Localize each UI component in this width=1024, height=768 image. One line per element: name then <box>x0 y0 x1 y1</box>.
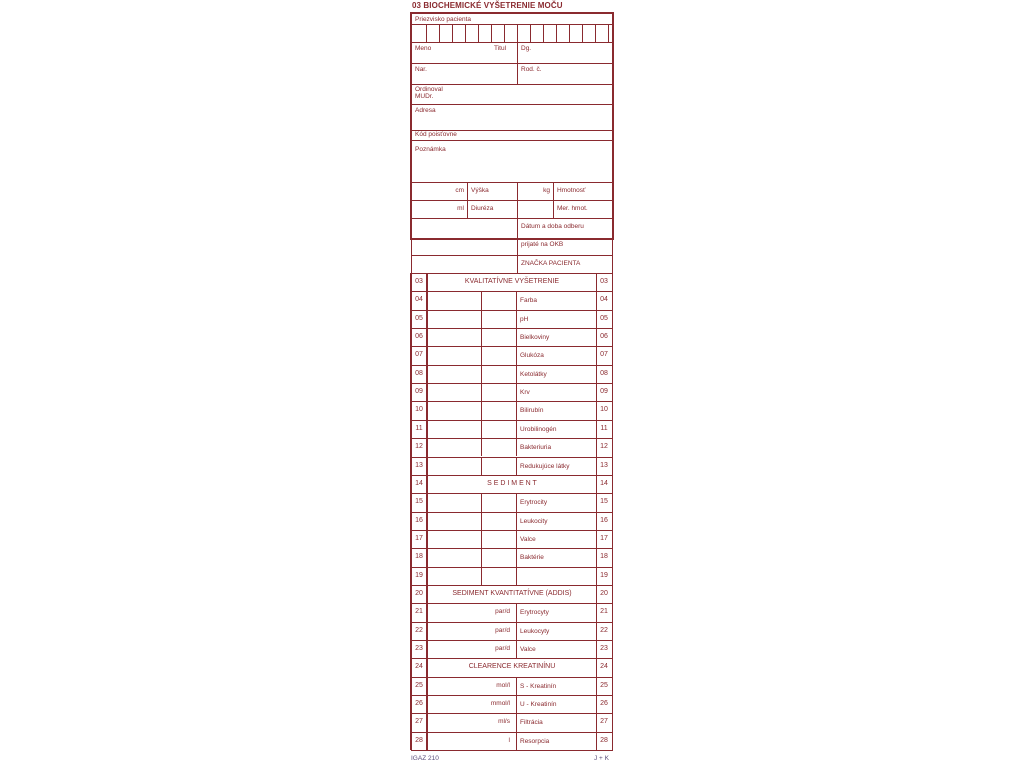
cell-divider <box>516 677 517 695</box>
row-label: Resorpcia <box>520 737 550 745</box>
row-label: Bakteriuria <box>520 444 552 452</box>
row-unit: l <box>508 736 510 744</box>
name-letter-box <box>465 24 466 42</box>
row-number-right: 18 <box>600 553 608 561</box>
row-label: Erytrocyty <box>520 609 549 617</box>
table-row-line <box>411 291 613 292</box>
row-label: Valce <box>520 646 536 653</box>
cell-divider <box>481 493 482 511</box>
cell-divider <box>481 567 482 585</box>
cell-divider <box>516 732 517 750</box>
table-row-line <box>411 695 613 696</box>
name-letter-box <box>569 24 570 42</box>
table-row-line <box>411 310 613 311</box>
label-meno: Meno <box>415 45 432 52</box>
cell-divider <box>481 346 482 364</box>
row-number-right: 28 <box>600 736 608 744</box>
row-number-right: 24 <box>600 663 608 671</box>
row-number-right: 12 <box>600 443 608 451</box>
row-label: Ketolátky <box>520 370 547 378</box>
cell-divider <box>516 530 517 548</box>
row-number-right: 20 <box>600 589 608 597</box>
row-number-right: 21 <box>600 608 608 616</box>
table-row-line <box>411 713 613 714</box>
row-number-right: 14 <box>600 479 608 487</box>
row-number-right: 09 <box>600 388 608 396</box>
label-dg: Dg. <box>521 45 532 52</box>
name-letter-box <box>478 24 479 42</box>
divider <box>411 255 613 256</box>
table-row-line <box>411 383 613 384</box>
row-label: U - Kreatinín <box>520 701 557 709</box>
row-label: Bielkoviny <box>520 334 550 342</box>
divider <box>412 104 612 105</box>
row-number-right: 05 <box>600 314 608 322</box>
row-number-left: 06 <box>415 333 423 341</box>
table-row-line <box>411 365 613 366</box>
row-number-right: 19 <box>600 571 608 579</box>
table-row-line <box>411 750 613 751</box>
cell-divider <box>516 603 517 621</box>
label-diureza: Diuréza <box>471 205 494 212</box>
section-header: CLEARENCE KREATINÍNU <box>468 663 556 671</box>
footer-code: IGAZ 210 <box>411 755 439 762</box>
row-label: Filtrácia <box>520 719 543 727</box>
label-datum: Dátum a doba odberu <box>521 223 584 230</box>
cell-divider <box>516 548 517 566</box>
divider <box>412 84 612 85</box>
label-mer-hmot: Mer. hmot. <box>557 205 588 212</box>
cell-divider <box>516 567 517 585</box>
table-row-line <box>411 493 613 494</box>
cell-divider <box>481 438 482 456</box>
cell-divider <box>481 548 482 566</box>
row-number-left: 25 <box>415 681 423 689</box>
row-label: S - Kreatinín <box>520 682 557 690</box>
table-row-line <box>411 420 613 421</box>
label-rod: Rod. č. <box>521 66 542 73</box>
name-letter-box <box>517 24 518 42</box>
label-adresa: Adresa <box>415 107 436 114</box>
row-number-right: 06 <box>600 333 608 341</box>
row-unit: ml/s <box>498 718 510 726</box>
table-row-line <box>411 585 613 586</box>
name-letter-box <box>556 24 557 42</box>
cell-divider <box>516 328 517 346</box>
row-number-left: 15 <box>415 498 423 506</box>
cell-divider <box>516 457 517 475</box>
name-letter-box <box>595 24 596 42</box>
label-titul: Titul <box>494 45 507 52</box>
cell-divider <box>481 420 482 438</box>
divider <box>411 240 412 273</box>
row-label: Bilirubín <box>520 407 544 415</box>
name-letter-box <box>426 24 427 42</box>
cell-divider <box>481 310 482 328</box>
row-unit: par/d <box>495 608 510 616</box>
divider <box>412 182 612 183</box>
row-number-right: 11 <box>600 424 608 432</box>
row-number-left: 14 <box>415 479 423 487</box>
footer-printer: J + K <box>594 755 609 762</box>
table-row-line <box>411 530 613 531</box>
name-letter-box <box>491 24 492 42</box>
cell-divider <box>516 622 517 640</box>
cell-divider <box>516 365 517 383</box>
row-number-left: 27 <box>415 718 423 726</box>
cell-divider <box>481 328 482 346</box>
cell-divider <box>516 420 517 438</box>
section-header: S E D I M E N T <box>487 479 537 487</box>
row-label: Glukóza <box>520 352 544 360</box>
row-number-left: 10 <box>415 406 423 414</box>
cell-divider <box>481 291 482 309</box>
name-letter-box <box>543 24 544 42</box>
row-number-left: 09 <box>415 388 423 396</box>
row-unit: par/d <box>495 626 510 634</box>
row-number-left: 21 <box>415 608 423 616</box>
row-number-right: 03 <box>600 278 608 285</box>
row-number-left: 11 <box>415 424 423 432</box>
row-number-right: 15 <box>600 498 608 506</box>
row-number-right: 07 <box>600 351 608 359</box>
row-number-left: 26 <box>415 700 423 708</box>
label-znacka: ZNAČKA PACIENTA <box>521 260 581 267</box>
label-kg: kg <box>543 187 550 194</box>
table-row-line <box>411 457 613 458</box>
table-row-line <box>411 567 613 568</box>
label-ordinoval: Ordinoval <box>415 86 443 93</box>
label-hmotnost: Hmotnosť <box>557 187 586 194</box>
table-row-line <box>411 512 613 513</box>
divider <box>411 273 613 274</box>
table-row-line <box>411 548 613 549</box>
row-label: Farba <box>520 297 537 305</box>
divider <box>412 218 612 219</box>
row-number-left: 20 <box>415 589 423 597</box>
name-letter-box <box>439 24 440 42</box>
cell-divider <box>516 291 517 309</box>
row-number-right: 16 <box>600 516 608 524</box>
cell-divider <box>516 512 517 530</box>
cell-divider <box>481 383 482 401</box>
row-number-left: 05 <box>415 314 423 322</box>
name-letter-box <box>582 24 583 42</box>
row-number-left: 18 <box>415 553 423 561</box>
row-number-left: 08 <box>415 369 423 377</box>
name-letter-box <box>608 24 609 42</box>
row-number-left: 28 <box>415 736 423 744</box>
row-number-left: 13 <box>415 461 423 469</box>
table-row-line <box>411 603 613 604</box>
label-vyska: Výška <box>471 187 489 194</box>
row-number-left: 24 <box>415 663 423 671</box>
name-letter-box <box>452 24 453 42</box>
divider <box>517 182 518 236</box>
label-ml: ml <box>457 205 464 212</box>
table-row-line <box>411 640 613 641</box>
table-row-line <box>411 622 613 623</box>
table-row-line <box>411 732 613 733</box>
cell-divider <box>516 383 517 401</box>
row-number-left: 12 <box>415 443 423 451</box>
row-unit: mol/l <box>496 681 510 689</box>
section-header: KVALITATÍVNE VYŠETRENIE <box>464 278 560 285</box>
label-priezvisko: Priezvisko pacienta <box>415 16 471 23</box>
cell-divider <box>481 530 482 548</box>
cell-divider <box>516 713 517 731</box>
table-row-line <box>411 677 613 678</box>
cell-divider <box>481 457 482 475</box>
divider <box>412 200 612 201</box>
cell-divider <box>516 438 517 456</box>
row-label: Baktérie <box>520 554 544 562</box>
label-poznamka: Poznámka <box>415 146 446 153</box>
row-label: Valce <box>520 535 536 543</box>
row-label: Erytrocity <box>520 499 548 507</box>
section-header: SEDIMENT KVANTITATÍVNE (ADDIS) <box>452 589 572 597</box>
cell-divider <box>481 365 482 383</box>
cell-divider <box>516 401 517 419</box>
cell-divider <box>516 310 517 328</box>
row-label: Urobilinogén <box>520 425 557 433</box>
row-number-left: 17 <box>415 534 423 542</box>
table-row-line <box>411 401 613 402</box>
row-number-left: 04 <box>415 296 423 304</box>
divider <box>412 140 612 141</box>
cell-divider <box>481 512 482 530</box>
table-row-line <box>411 346 613 347</box>
row-number-right: 27 <box>600 718 608 726</box>
divider <box>412 63 612 64</box>
row-label: Leukocyty <box>520 627 550 635</box>
table-row-line <box>411 328 613 329</box>
row-number-right: 26 <box>600 700 608 708</box>
divider <box>612 240 613 273</box>
row-number-right: 25 <box>600 681 608 689</box>
label-cm: cm <box>455 187 464 194</box>
row-number-left: 07 <box>415 351 423 359</box>
row-number-right: 22 <box>600 626 608 634</box>
row-label: Krv <box>520 389 530 397</box>
table-row-line <box>411 475 613 476</box>
label-mudr: MUDr. <box>415 93 434 100</box>
table-row-line <box>411 438 613 439</box>
label-prijate: prijaté na OKB <box>521 241 564 248</box>
cell-divider <box>516 695 517 713</box>
row-number-right: 10 <box>600 406 608 414</box>
row-number-right: 17 <box>600 534 608 542</box>
cell-divider <box>481 401 482 419</box>
divider <box>412 42 612 43</box>
table-row-line <box>411 658 613 659</box>
row-number-right: 13 <box>600 461 608 469</box>
cell-divider <box>516 493 517 511</box>
label-kod-poistovne: Kód poisťovne <box>415 131 457 138</box>
form-title: 03 BIOCHEMICKÉ VYŠETRENIE MOČU <box>412 1 563 10</box>
row-label: Leukocity <box>520 517 548 525</box>
row-number-right: 08 <box>600 369 608 377</box>
row-label: Redukujúce látky <box>520 462 570 470</box>
row-number-left: 03 <box>415 278 423 285</box>
label-nar: Nar. <box>415 66 427 73</box>
cell-divider <box>516 346 517 364</box>
row-number-left: 19 <box>415 571 423 579</box>
row-number-right: 04 <box>600 296 608 304</box>
row-unit: par/d <box>495 645 510 652</box>
cell-divider <box>516 640 517 658</box>
row-number-left: 16 <box>415 516 423 524</box>
row-label: pH <box>520 315 529 323</box>
name-letter-box <box>504 24 505 42</box>
row-number-left: 23 <box>415 645 423 652</box>
row-unit: mmol/l <box>490 700 510 708</box>
name-letter-box <box>530 24 531 42</box>
row-number-left: 22 <box>415 626 423 634</box>
row-number-right: 23 <box>600 645 608 652</box>
